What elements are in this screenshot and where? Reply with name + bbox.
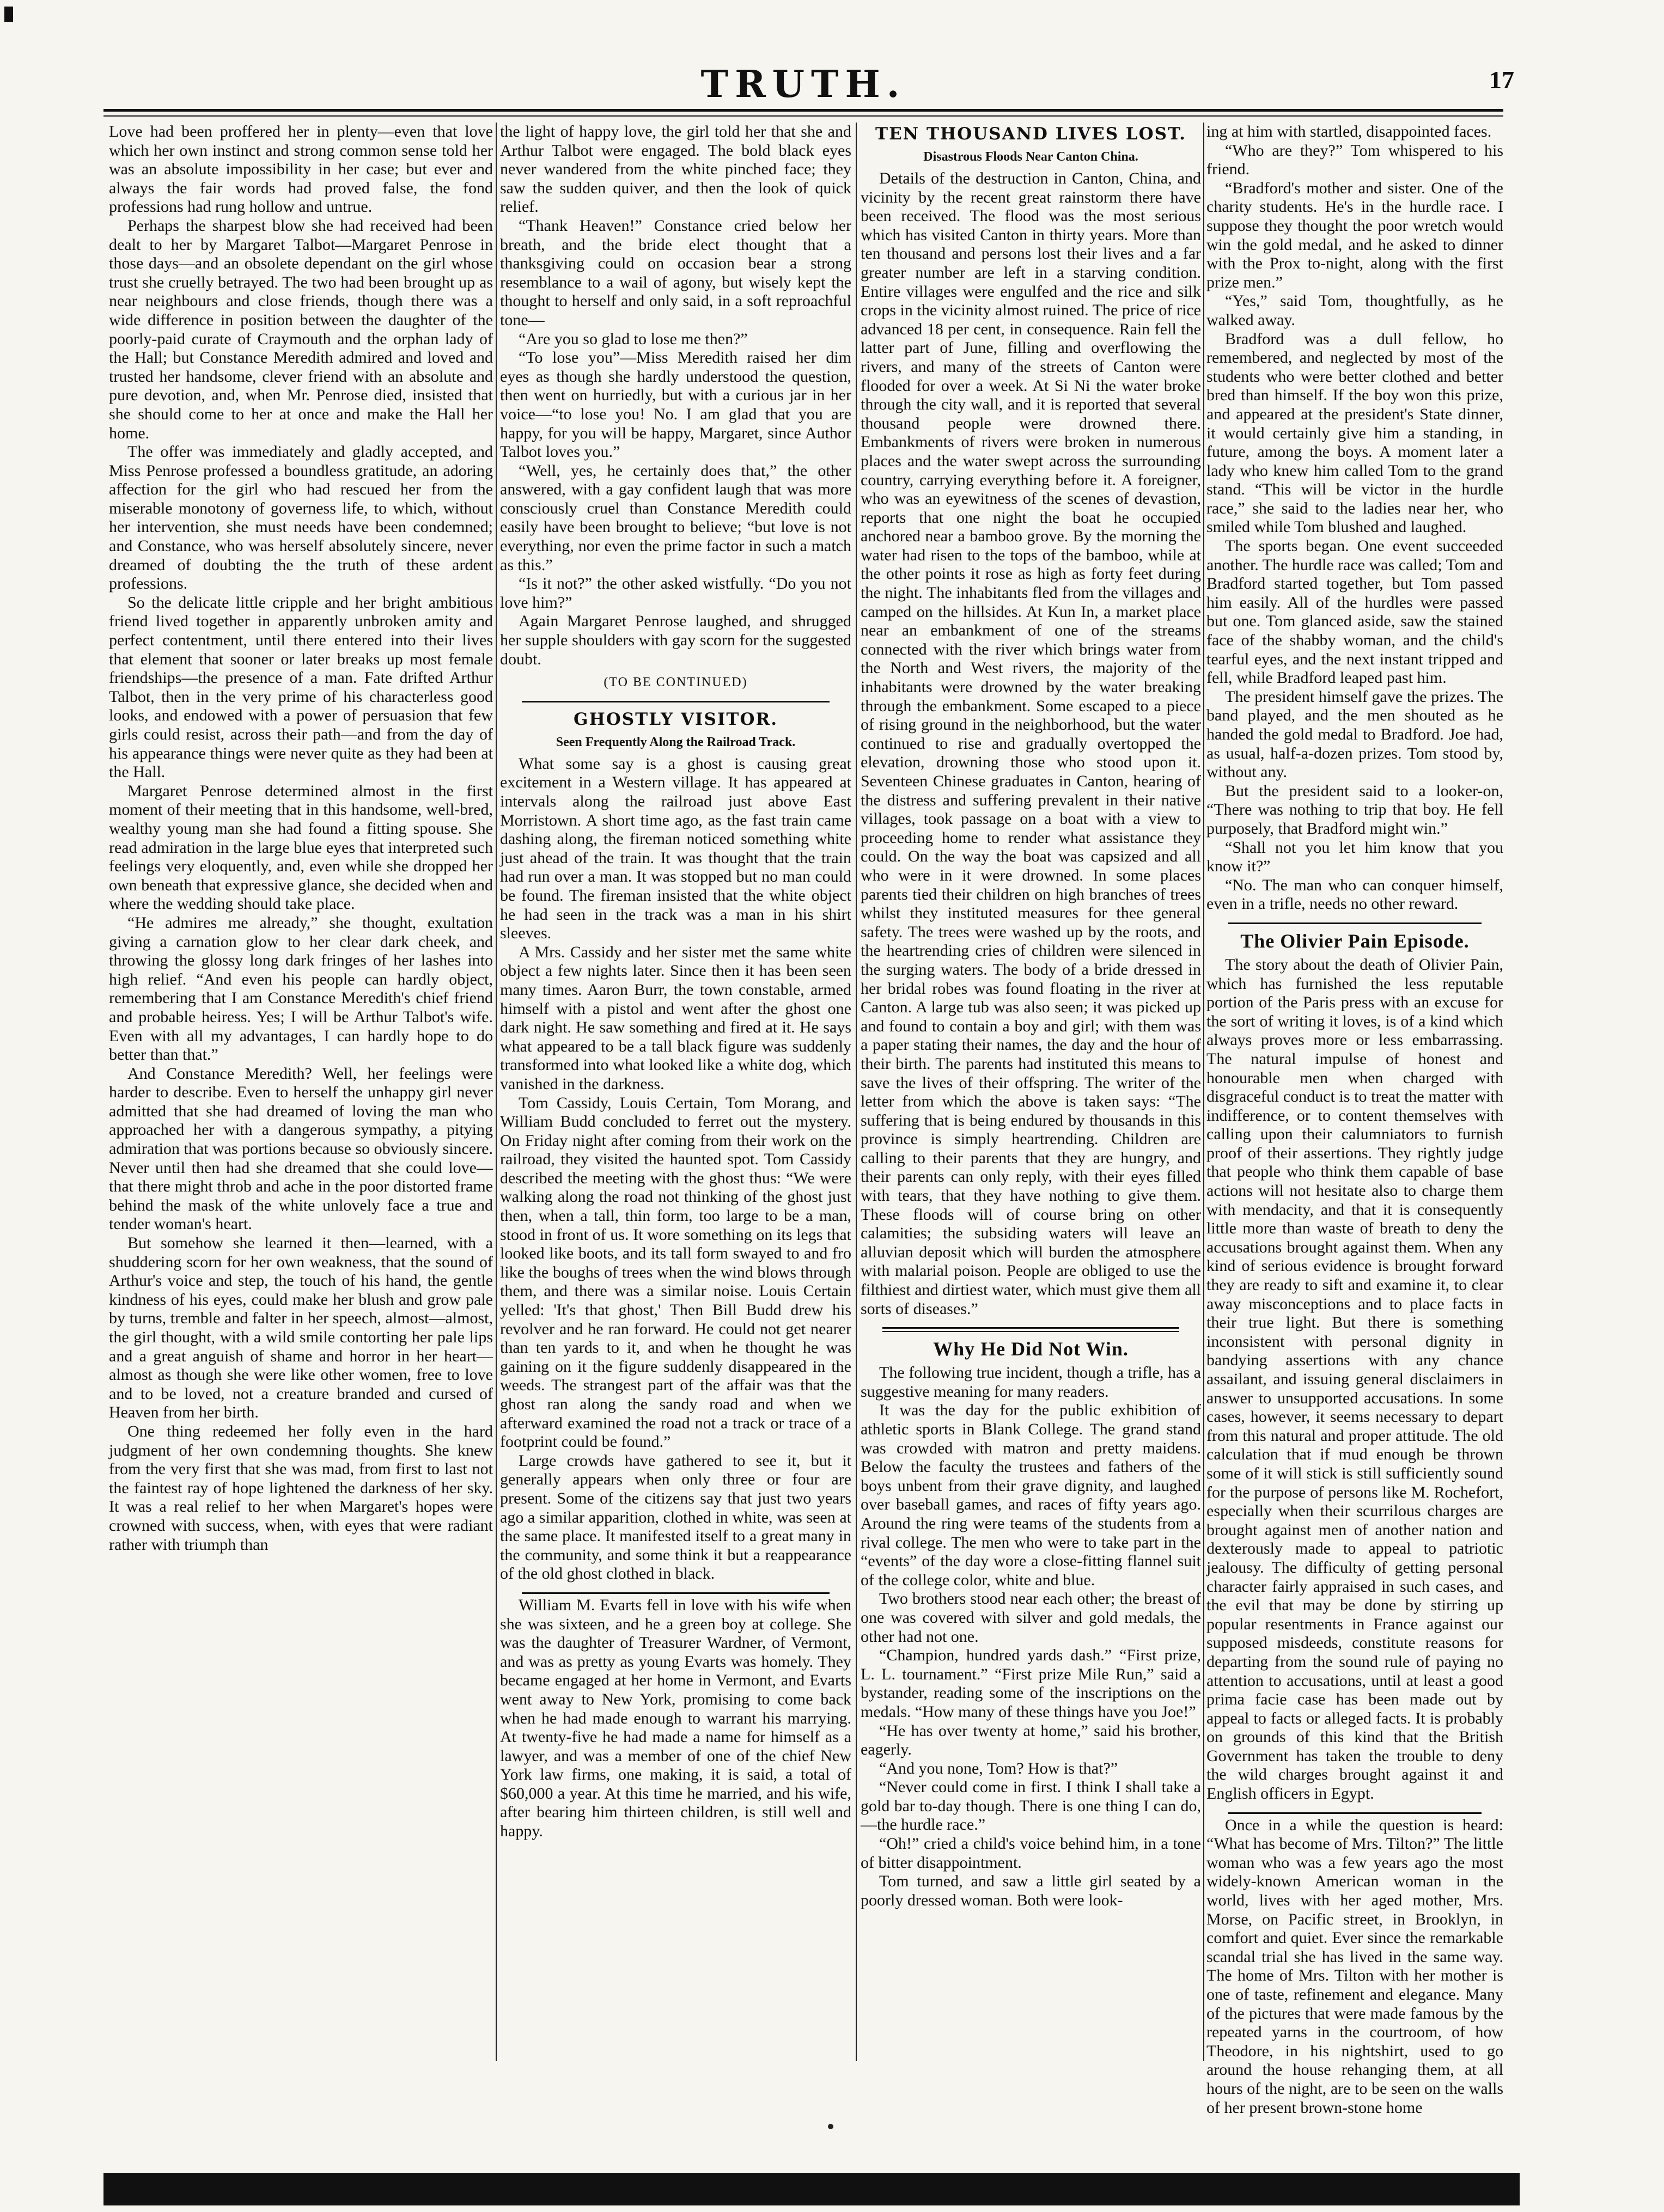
story-paragraph: “He admires me already,” she thought, exultation giving a carnation glow to her clear dark cheek, and throwing the glossy long dark fringes of her lashes into high relief. “And even his people can hardly object, remembering that I am Constance Meredith's chief friend and probable heiress. Yes; I will be Arthur Talbot's wife. Even with all my advantages, I can hardly hope to do better than that.” [109, 913, 493, 1064]
section-rule [1228, 922, 1482, 924]
article-paragraph: Large crowds have gathered to see it, but it generally appears when only three or four are present. Some of the citizens say that just two years ago a similar apparition, clothed in white, was seen at the same place. It manifested itself to a great many in the community, and some think it but a reappearance of the old ghost clothed in black. [500, 1451, 851, 1583]
column-1 [109, 123, 493, 2061]
page-number: 17 [1489, 66, 1514, 94]
article-paragraph: Details of the destruction in Canton, China, and vicinity by the recent great rainstorm there have been received. The flood was the most serious which has visited Canton in thirty years. More than ten thousand and persons lost their lives and a far greater number are left in a starving condition. Entire villages were engulfed and the rice and silk crops in the vicinity almost ruined. The price of rice advanced 18 per cent, in consequence. Rain fell the latter part of June, filling and overflowing the rivers, and many of the streets of Canton were flooded for over a week. At Si Ni the water broke through the city wall, and it is reported that several thousand people were drowned there. Embankments of rivers were broken in numerous places and the water swept across the surrounding country, carrying everything before it. A foreigner, who was an eyewitness of the scenes of devastion, reports that one night the boat he occupied anchored near a bamboo grove. By the morning the water had risen to the tops of the bamboo, while at the other points it rose as high as forty feet during the night. The inhabitants fled from the villages and camped on the hillsides. At Kun In, a market place near an embankment of one of the streams connected with the river which brings water from the North and West rivers, the majority of the inhabitants were drowned by the water breaking through the embankment. Some escaped to a piece of rising ground in the neighborhood, but the water continued to rise and gradually overtopped the elevation, drowning those who stood upon it. Seventeen Chinese graduates in Canton, hearing of the distress and suffering prevalent in their native villages, took passage on a boat with a view to proceeding home to render what assistance they could. On the way the boat was capsized and all who were in it were drowned. In some places parents tied their children on high branches of trees whilst they instituted measures for thee general safety. The trees were washed up by the roots, and the heartrending cries of children were silenced in the surging waters. The body of a bride dressed in her bridal robes was found floating in the river at Canton. A large tub was also seen; it was picked up and found to contain a boy and girl; with them was a paper stating their names, the day and the hour of their birth. The parents had instituted this means to save the lives of their offspring. The writer of the letter from which the above is taken says: “The suffering that is being endured by thousands in this province is simply heartrending. Children are calling to their parents that they are hungry, and their parents can only reply, with their eyes filled with tears, that they have nothing to give them. These floods will of course bring on other calamities; the subsiding waters will leave an alluvian deposit which will burden the atmosphere with malarial poison. People are obliged to use the filthiest and dirtiest water, which must give them all sorts of diseases.” [861, 169, 1201, 1318]
masthead [103, 60, 1514, 109]
article-paragraph: A Mrs. Cassidy and her sister met the same white object a few nights later. Since then it has been seen many times. Aaron Burr, the town constable, armed himself with a pistol and went after the ghost one dark night. He saw something and fired at it. He says what appeared to be a tall black figure was suddenly transformed into what looked like a white dog, which vanished in the darkness. [500, 943, 851, 1093]
column-2 [500, 123, 851, 2061]
story-paragraph: But somehow she learned it then—learned, with a shuddering scorn for her own weakness, that the sound of Arthur's voice and step, the touch of his hand, the gentle kindness of his eyes, could make her blush and grow pale by turns, tremble and falter in her speech, almost—almost, the girl thought, with a wild smile contorting her pale lips and a great anguish of shame and horror in her heart—almost as though she were like other women, free to love and to be loved, not a creature branded and cursed of Heaven from her birth. [109, 1234, 493, 1422]
section-rule [882, 1327, 1179, 1329]
story-paragraph: Love had been proffered her in plenty—even that love which her own instinct and strong common sense told her was an absolute impossibility in her case; but ever and always the fair words had proved false, the fond professions had rung hollow and untrue. [109, 123, 493, 216]
masthead-rule [103, 109, 1503, 112]
masthead-rule-thin [103, 115, 1503, 117]
article-paragraph: The president himself gave the prizes. The band played, and the men shouted as he handed the gold medal to Bradford. Joe had, as usual, half-a-dozen prizes. Tom stood by, without any. [1206, 687, 1503, 781]
masthead-title: TRUTH. [700, 63, 906, 106]
column-divider [1203, 123, 1204, 2061]
article-paragraph: What some say is a ghost is causing great excitement in a Western village. It has appeared at intervals along the railroad just above East Morristown. A short time ago, as the fast train came dashing along, the fireman noticed something white just ahead of the train. It was thought that the train had run over a man. It was stopped but no man could be found. The fireman insisted that the white object he had seen in the track was a man in his shirt sleeves. [500, 754, 851, 943]
story-paragraph: “Is it not?” the other asked wistfully. “Do you not love him?” [500, 575, 851, 612]
column-4 [1206, 123, 1503, 2117]
article-paragraph: Once in a while the question is heard: “What has become of Mrs. Tilton?” The little woman who was a few years ago the most widely-known American woman in the world, lives with her aged mother, Mrs. Morse, on Pacific street, in Brooklyn, in comfort and quiet. Ever since the remarkable scandal trial she has lived in the same way. The home of Mrs. Tilton with her mother is one of taste, refinement and elegance. Many of the pictures that were made famous by the repeated yarns in the courtroom, of how Theodore, in his nightshirt, used to go around the house rehanging them, at all hours of the night, are to be seen on the walls of her present brown-stone home [1206, 1816, 1503, 2117]
article-paragraph: But the president said to a looker-on, “There was nothing to trip that boy. He fell purposely, that Bradford might win.” [1206, 781, 1503, 838]
column-divider [496, 123, 497, 2061]
section-rule [1228, 1812, 1482, 1814]
section-rule [882, 1331, 1179, 1332]
story-paragraph: “To lose you”—Miss Meredith raised her dim eyes as though she hardly understood the question, then went on hurriedly, but with a curious jar in her voice—“to lose you! No. I am glad that you are happy, for you will be happy, Margaret, since Author Talbot loves you.” [500, 349, 851, 461]
article-paragraph: “Champion, hundred yards dash.” “First prize, L. L. tournament.” “First prize Mile Run,” said a bystander, reading some of the inscriptions on the medals. “How many of these things have you Joe!” [861, 1646, 1201, 1721]
story-paragraph: The offer was immediately and gladly accepted, and Miss Penrose professed a boundless gratitude, an adoring affection for the girl who had rescued her from the miserable monotony of governess life, to which, without her intervention, she must needs have been condemned; and Constance, who was herself absolutely sincere, never dreamed of doubting the the truth of these ardent professions. [109, 443, 493, 593]
story-paragraph: “Thank Heaven!” Constance cried below her breath, and the bride elect thought that a thanksgiving could on occasion bear a strong resemblance to a wail of agony, but wisely kept the thought to herself and only said, in a soft reproachful tone— [500, 216, 851, 329]
article-paragraph: “Shall not you let him know that you know it?” [1206, 838, 1503, 876]
ink-dot [828, 2124, 833, 2129]
article-paragraph: The story about the death of Olivier Pain, which has furnished the less reputable portion of the Paris press with an excuse for the sort of writing it loves, is of a kind which always proves more or less embarrassing. The natural impulse of honest and honourable men when charged with disgraceful conduct is to treat the matter with indifference, or to content themselves with calling upon their calumniators to furnish proof of their assertions. They rightly judge that people who think them capable of base actions will not hesitate also to charge them with mendacity, and that it is consequently little more than waste of breath to deny the accusations brought against them. When any kind of serious evidence is brought forward they are ready to sift and examine it, to clear away misconceptions and to place facts in their true light. But there is something inconsistent with personal dignity in bandying assertions with any chance assailant, and issuing general disclaimers in answer to unsupported accusations. In some cases, however, it seems necessary to depart from this natural and proper attitude. The old calculation that if mud enough be thrown some of it will stick is still sufficiently sound for the purpose of persons like M. Rochefort, especially when their scurrilous charges are brought against men of another nation and dexterously made to appeal to patriotic jealousy. The difficulty of getting personal character fairly appraised in such cases, and the evil that may be done by stirring up popular resentments in France against our supposed misdeeds, constitute reasons for departing from the sound rule of paying no attention to accusations, until at least a good prima facie case has been made out by appeal to facts or alleged facts. It is probably on grounds of this kind that the British Government has taken the trouble to deny the wild charges brought against it and English officers in Egypt. [1206, 955, 1503, 1803]
section-rule [522, 1592, 830, 1594]
story-paragraph: the light of happy love, the girl told her that she and Arthur Talbot were engaged. The bold black eyes never wandered from the white pinched face; they saw the sudden quiver, and then the look of quick relief. [500, 123, 851, 216]
article-paragraph: “Oh!” cried a child's voice behind him, in a tone of bitter disappointment. [861, 1835, 1201, 1872]
article-paragraph: “Never could come in first. I think I shall take a gold bar to-day though. There is one thing I can do,—the hurdle race.” [861, 1778, 1201, 1834]
olivier-headline: The Olivier Pain Episode. [1240, 930, 1470, 952]
article-paragraph: “Bradford's mother and sister. One of the charity students. He's in the hurdle race. I suppose they thought the poor wretch would win the gold medal, and he asked to dinner with the Prox to-night, along with the first prize men.” [1206, 179, 1503, 291]
flood-subheadline: Disastrous Floods Near Canton China. [923, 150, 1138, 164]
article-paragraph: It was the day for the public exhibition of athletic sports in Blank College. The grand stand was crowded with matron and pretty maidens. Below the faculty the trustees and fathers of the boys unbent from their grave dignity, and laughed over baseball games, and races of fifty years ago. Around the ring were teams of the students from a rival college. The men who were to take part in the “events” of the day wore a close-fitting flannel suit of the college color, white and blue. [861, 1401, 1201, 1589]
article-paragraph: Tom turned, and saw a little girl seated by a poorly dressed woman. Both were look- [861, 1872, 1201, 1909]
article-paragraph: ing at him with startled, disappointed faces. [1206, 123, 1492, 140]
story-paragraph: “Are you so glad to lose me then?” [519, 329, 748, 348]
column-divider [856, 123, 857, 2061]
story-paragraph: Margaret Penrose determined almost in the first moment of their meeting that in this handsome, well-bred, wealthy young man she had found a fitting spouse. She read admiration in the large blue eyes that interpreted such feelings very eloquently, and, even while she dropped her own beneath that expressive glance, she decided when and where the wedding should take place. [109, 781, 493, 913]
article-paragraph: Tom Cassidy, Louis Certain, Tom Morang, and William Budd concluded to ferret out the mystery. On Friday night after coming from their work on the railroad, they visited the haunted spot. Tom Cassidy described the meeting with the ghost thus: “We were walking along the road not thinking of the ghost just then, when a tall, thin form, too large to be a man, stood in front of us. It wore something on its legs that looked like boots, and its tall form swayed to and fro like the boughs of trees when the wind blows through them, and there was a similar noise. Louis Certain yelled: 'It's that ghost,' Then Bill Budd drew his revolver and he ran forward. He could not get nearer than ten yards to it, and when he thought he was gaining on it the figure suddenly disappeared in the weeds. The strangest part of the affair was that the ghost ran along the sandy road and when we afterward examined the road not a track or trace of a footprint could be found.” [500, 1093, 851, 1451]
margin-mark [4, 7, 13, 22]
section-rule [522, 701, 830, 702]
flood-headline: TEN THOUSAND LIVES LOST. [875, 124, 1186, 144]
story-paragraph: So the delicate little cripple and her bright ambitious friend lived together in apparently unbroken amity and perfect contentment, until there entered into their lives that element that sooner or later breaks up most female friendships—the presence of a man. Fate drifted Arthur Talbot, then in the very prime of his characterless good looks, and endowed with a power of persuasion that few girls could resist, across their path—and from the day of his appearance things were never quite as they had been at the Hall. [109, 593, 493, 781]
article-paragraph: “Who are they?” Tom whispered to his friend. [1206, 141, 1503, 179]
story-paragraph: “Well, yes, he certainly does that,” the other answered, with a gay confident laugh that was more consciously cruel than Constance Meredith could easily have been brought to believe; “but love is not everything, nor even the prime factor in such a match as this.” [500, 461, 851, 574]
story-paragraph: Perhaps the sharpest blow she had received had been dealt to her by Margaret Talbot—Margaret Penrose in those days—and an obsolete dependant on the girl whose trust she cruelly betrayed. The two had been brought up as near neighbours and close friends, though there was a wide difference in position between the daughter of the poorly-paid curate of Craymouth and the orphan lady of the Hall; but Constance Meredith admired and loved and trusted her handsome, clever friend with an absolute and pure devotion, and, when Mr. Penrose died, insisted that she should come to her at once and make the Hall her home. [109, 216, 493, 442]
story-paragraph: One thing redeemed her folly even in the hard judgment of her own condemning thoughts. She knew from the very first that she was mad, from first to last not the faintest ray of hope lightened the darkness of her sky. It was a real relief to her when Margaret's hopes were crowned with success, when, with eyes that were radiant rather with triumph than [109, 1422, 493, 1554]
story-paragraph: And Constance Meredith? Well, her feelings were harder to describe. Even to herself the unhappy girl never admitted that she had dreamed of loving the man who approached her with a dangerous sympathy, a pitying admiration that was portions because so obviously sincere. Never until then had she dreamed that she could love—that there might throb and ache in the poor distorted frame behind the mask of the white unlovely face a true and tender woman's heart. [109, 1064, 493, 1233]
article-paragraph: The sports began. One event succeeded another. The hurdle race was called; Tom and Bradford started together, but Tom passed him easily. All of the hurdles were passed but one. Tom glanced aside, saw the stained face of the shabby woman, and the child's tearful eyes, and the next instant tripped and fell, while Bradford leaped past him. [1206, 537, 1503, 687]
story-paragraph: Again Margaret Penrose laughed, and shrugged her supple shoulders with gay scorn for the suggested doubt. [500, 612, 851, 668]
scan-edge-bar [103, 2173, 1520, 2205]
to-be-continued: (TO BE CONTINUED) [604, 675, 748, 690]
article-paragraph: “He has over twenty at home,” said his brother, eagerly. [861, 1721, 1201, 1759]
article-paragraph: “No. The man who can conquer himself, even in a trifle, needs no other reward. [1206, 876, 1503, 913]
column-3 [861, 123, 1201, 2061]
article-paragraph: Two brothers stood near each other; the breast of one was covered with silver and gold medals, the other had not one. [861, 1590, 1201, 1646]
win-headline: Why He Did Not Win. [933, 1338, 1129, 1360]
article-paragraph: William M. Evarts fell in love with his wife when she was sixteen, and he a green boy at college. She was the daughter of Treasurer Wardner, of Vermont, and was as pretty as young Evarts was homely. They became engaged at her home in Vermont, and Evarts went away to New York, promising to come back when he had made enough to warrant his marrying. At twenty-five he had made a name for himself as a lawyer, and was a member of one of the chief New York law firms, one making, it is said, a total of $60,000 a year. At this time he married, and his wife, after bearing him thirteen children, is still well and happy. [500, 1596, 851, 1841]
article-paragraph: “And you none, Tom? How is that?” [879, 1759, 1118, 1777]
ghost-subheadline: Seen Frequently Along the Railroad Track. [556, 735, 796, 749]
ghost-headline: GHOSTLY VISITOR. [573, 709, 778, 729]
article-paragraph: “Yes,” said Tom, thoughtfully, as he walked away. [1206, 292, 1503, 329]
article-paragraph: Bradford was a dull fellow, ho remembered, and neglected by most of the students who were better clothed and better bred than himself. If the boy won this prize, and appeared at the president's State dinner, it would certainly give him a standing, in future, among the boys. A moment later a lady who knew him called Tom to the grand stand. “This will be victor in the hurdle race,” she said to the ladies near her, who smiled while Tom blushed and laughed. [1206, 329, 1503, 536]
article-paragraph: The following true incident, though a trifle, has a suggestive meaning for many readers. [861, 1364, 1201, 1401]
